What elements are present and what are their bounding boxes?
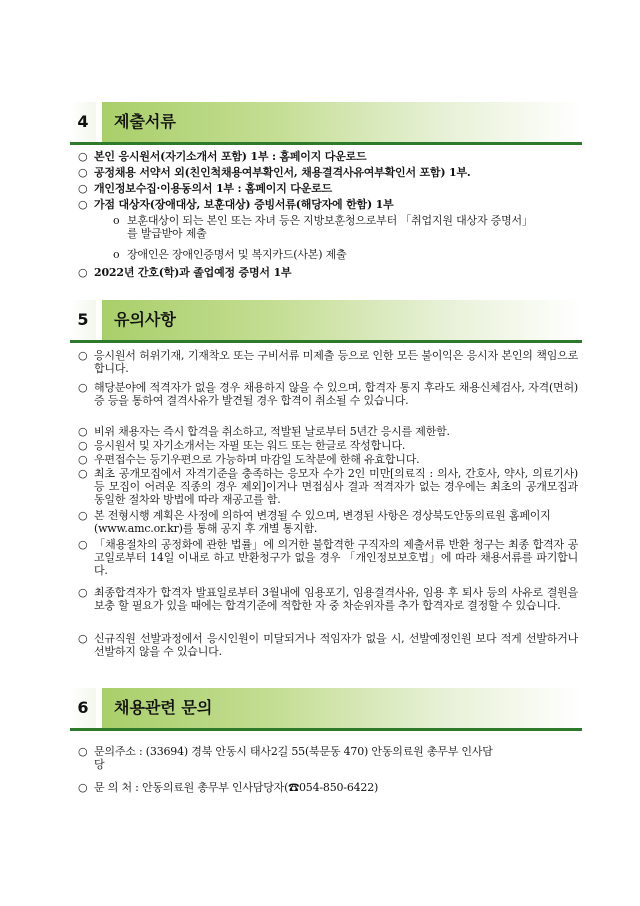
bullet-marker: ○ bbox=[78, 266, 88, 279]
section-5-item-4: ○ 응시원서 및 자기소개서는 자필 또는 워드 또는 한글로 작성합니다. bbox=[78, 439, 406, 452]
section-5-item-2: ○ 해당분야에 적격자가 없을 경우 채용하지 않을 수 있으며, 합격자 통지 후라도 채용신체검사, 자격(면허)증 등을 통하여 결격사유가 발견될 경우 합격이 취소될 수 있습니다. bbox=[78, 381, 578, 407]
section-5-item-6: ○ 최초 공개모집에서 자격기준을 충족하는 응모자 수가 2인 미만[의료직 : 의사, 간호사, 약사, 의료기사) 등 모집이 어려운 직종의 경우 제외]이거나 면접심사 결과 적격자가 없는 경우에는 최초의 공개모집과 동일한 절차와 방법에 따라 재공고를 함. bbox=[78, 467, 578, 506]
sub-bullet-marker: o bbox=[113, 248, 120, 261]
bullet-marker: ○ bbox=[78, 349, 88, 362]
section-4-item-2: ○ 공정채용 서약서 외(친인척채용여부확인서, 채용결격사유여부확인서 포함) 1부. bbox=[78, 166, 471, 179]
section-4-item-5: ○ 2022년 간호(학)과 졸업예정 증명서 1부 bbox=[78, 266, 292, 279]
section-5-item-8: ○ 「채용절차의 공정화에 관한 법률」에 의거한 불합격한 구직자의 제출서류 반환 청구는 최종 합격자 공고일로부터 14일 이내로 하고 반환청구가 없을 경우 「개인정보보호법」에 따라 채용서류를 파기합니다. bbox=[78, 538, 578, 577]
bullet-marker: ○ bbox=[78, 781, 88, 794]
section-4-header bbox=[70, 102, 582, 142]
bullet-marker: ○ bbox=[78, 439, 88, 452]
section-5-header bbox=[70, 300, 582, 340]
section-6-header bbox=[70, 688, 582, 728]
section-5-item-3: ○ 비위 채용자는 즉시 합격을 취소하고, 적발된 날로부터 5년간 응시를 제한함. bbox=[78, 425, 450, 438]
section-5-number: 5 bbox=[77, 310, 89, 329]
section-5-underline bbox=[70, 340, 582, 343]
section-4-number: 4 bbox=[77, 112, 89, 131]
section-6-underline bbox=[70, 728, 582, 731]
section-6-item-2: ○ 문 의 처 : 안동의료원 총무부 인사담당자(☎054-850-6422) bbox=[78, 781, 379, 794]
section-4-subitem-2: o 장애인은 장애인증명서 및 복지카드(사본) 제출 bbox=[113, 248, 347, 261]
section-5-item-7: ○ 본 전형시행 계획은 사정에 의하여 변경될 수 있으며, 변경된 사항은 경상북도안동의료원 홈페이지(www.amc.or.kr)를 통해 공지 후 개별 통지함. bbox=[78, 509, 551, 535]
bullet-marker: ○ bbox=[78, 586, 88, 599]
section-5-item-9: ○ 최종합격자가 합격자 발표일로부터 3월내에 임용포기, 임용결격사유, 임용 후 퇴사 등의 사유로 결원을 보충 할 필요가 있을 때에는 합격기준에 적합한 자 중 차순위자를 추가 합격자로 결정할 수 있습니다. bbox=[78, 586, 578, 612]
bullet-marker: ○ bbox=[78, 425, 88, 438]
section-4-item-1: ○ 본인 응시원서(자기소개서 포함) 1부 : 홈페이지 다운로드 bbox=[78, 150, 367, 163]
bullet-marker: ○ bbox=[78, 745, 88, 758]
section-6-title: 채용관련 문의 bbox=[114, 698, 213, 717]
sub-bullet-marker: o bbox=[113, 214, 120, 227]
section-4-item-3: ○ 개인정보수집·이용동의서 1부 : 홈페이지 다운로드 bbox=[78, 182, 332, 195]
section-4-underline bbox=[70, 142, 582, 145]
section-5-item-1: ○ 응시원서 허위기재, 기재착오 또는 구비서류 미제출 등으로 인한 모든 불이익은 응시자 본인의 책임으로 합니다. bbox=[78, 349, 578, 375]
bullet-marker: ○ bbox=[78, 632, 88, 645]
section-4-item-4: ○ 가점 대상자(장애대상, 보훈대상) 증빙서류(해당자에 한함) 1부 bbox=[78, 198, 394, 211]
bullet-marker: ○ bbox=[78, 150, 88, 163]
section-5-item-10: ○ 신규직원 선발과정에서 응시인원이 미달되거나 적임자가 없을 시, 선발예정인원 보다 적게 선발하거나 선발하지 않을 수 있습니다. bbox=[78, 632, 578, 658]
bullet-marker: ○ bbox=[78, 166, 88, 179]
bullet-marker: ○ bbox=[78, 198, 88, 211]
bullet-marker: ○ bbox=[78, 538, 88, 551]
section-5-title: 유의사항 bbox=[114, 310, 176, 329]
section-4-title: 제출서류 bbox=[114, 112, 176, 131]
section-6-number: 6 bbox=[77, 698, 89, 717]
bullet-marker: ○ bbox=[78, 381, 88, 394]
bullet-marker: ○ bbox=[78, 509, 88, 522]
section-5-item-5: ○ 우편접수는 등기우편으로 가능하며 마감일 도착분에 한해 유효합니다. bbox=[78, 453, 420, 466]
bullet-marker: ○ bbox=[78, 467, 88, 480]
section-6-item-1: ○ 문의주소 : (33694) 경북 안동시 태사2길 55(북문동 470) 안동의료원 총무부 인사담당 bbox=[78, 745, 493, 771]
bullet-marker: ○ bbox=[78, 453, 88, 466]
section-4-subitem-1: o 보훈대상이 되는 본인 또는 자녀 등은 지방보훈청으로부터 「취업지원 대상자 증명서」를 발급받아 제출 bbox=[113, 214, 533, 240]
bullet-marker: ○ bbox=[78, 182, 88, 195]
